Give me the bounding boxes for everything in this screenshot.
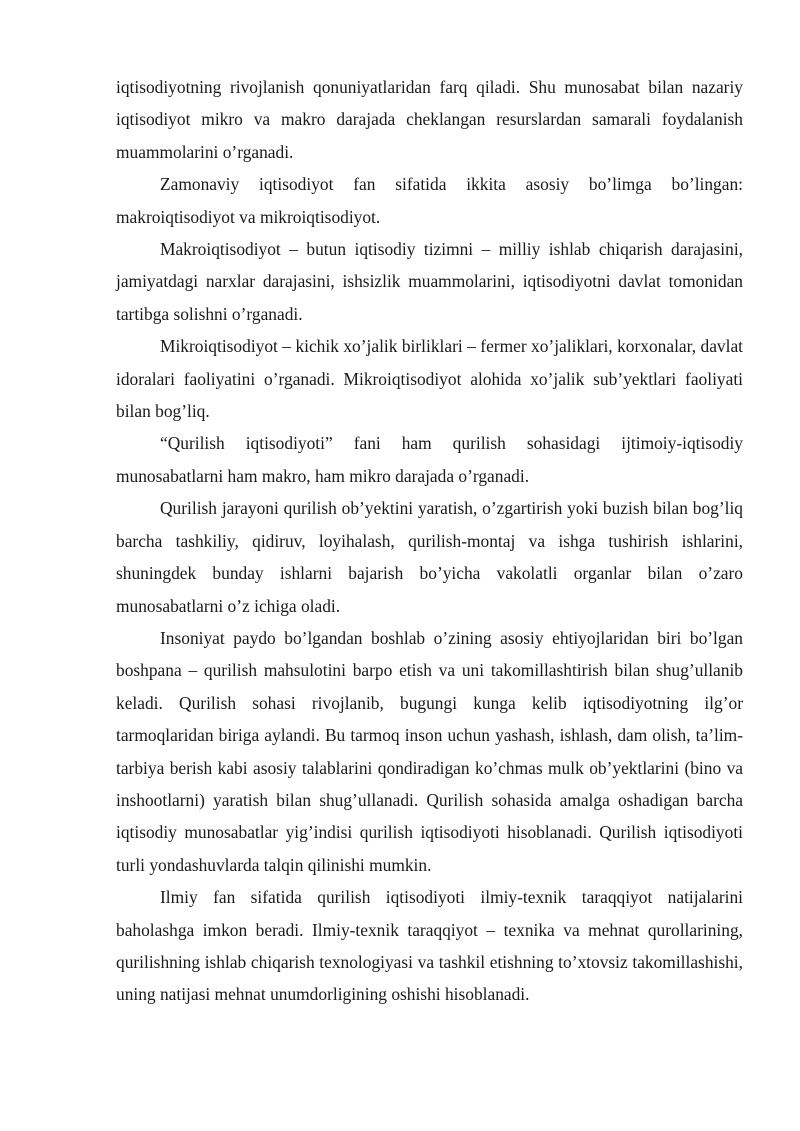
paragraph: Qurilish jarayoni qurilish ob’yektini yaratish, o’zgartirish yoki buzish bilan bog’liq barcha tashkiliy, qidiruv, loyihalash, qurilish-montaj va ishga tushirish ishlarini, shuningdek bunday ishlarni bajarish bo’yicha vakolatli organlar bilan o’zaro munosabatlarni o’z ichiga oladi. [116, 498, 743, 616]
paragraph: Ilmiy fan sifatida qurilish iqtisodiyoti ilmiy-texnik taraqqiyot natijalarini baholashga imkon beradi. Ilmiy-texnik taraqqiyot – texnika va mehnat qurollarining, qurilishning ishlab chiqarish texnologiyasi va tashkil etishning to’xtovsiz takomillashishi, uning natijasi mehnat unumdorligining oshishi hisoblanadi. [116, 887, 743, 1005]
paragraph: Insoniyat paydo bo’lgandan boshlab o’zining asosiy ehtiyojlaridan biri bo’lgan boshpana – qurilish mahsulotini barpo etish va uni takomillashtirish bilan shug’ullanib keladi. Qurilish sohasi rivojlanib, bugungi kunga kelib iqtisodiyotning ilg’or tarmoqlaridan biriga aylandi. Bu tarmoq inson uchun yashash, ishlash, dam olish, ta’lim-tarbiya berish kabi asosiy talablarini qondiradigan ko’chmas mulk ob’yektlarini (bino va inshootlarni) yaratish bilan shug’ullanadi. Qurilish sohasida amalga oshadigan barcha iqtisodiy munosabatlar yig’indisi qurilish iqtisodiyoti hisoblanadi. Qurilish iqtisodiyoti turli yondashuvlarda talqin qilinishi mumkin. [116, 627, 743, 875]
paragraph: “Qurilish iqtisodiyoti” fani ham qurilish sohasidagi ijtimoiy-iqtisodiy munosabatlarni ham makro, ham mikro darajada o’rganadi. [116, 433, 743, 486]
paragraph: Zamonaviy iqtisodiyot fan sifatida ikkita asosiy bo’limga bo’lingan: makroiqtisodiyot va mikroiqtisodiyot. [116, 174, 743, 227]
paragraph: Makroiqtisodiyot – butun iqtisodiy tizimni – milliy ishlab chiqarish darajasini, jamiyatdagi narxlar darajasini, ishsizlik muammolarini, iqtisodiyotni davlat tomonidan tartibga solishni o’rganadi. [116, 239, 743, 324]
paragraph: Mikroiqtisodiyot – kichik xo’jalik birliklari – fermer xo’jaliklari, korxonalar, davlat idoralari faoliyatini o’rganadi. Mikroiqtisodiyot alohida xo’jalik sub’yektlari faoliyati bilan bog’liq. [116, 336, 743, 422]
document-page [116, 71, 743, 1011]
paragraph-continuation: iqtisodiyotning rivojlanish qonuniyatlaridan farq qiladi. Shu munosabat bilan nazariy iqtisodiyot mikro va makro darajada cheklangan resurslardan samarali foydalanish muammolarini o’rganadi. [116, 77, 743, 162]
